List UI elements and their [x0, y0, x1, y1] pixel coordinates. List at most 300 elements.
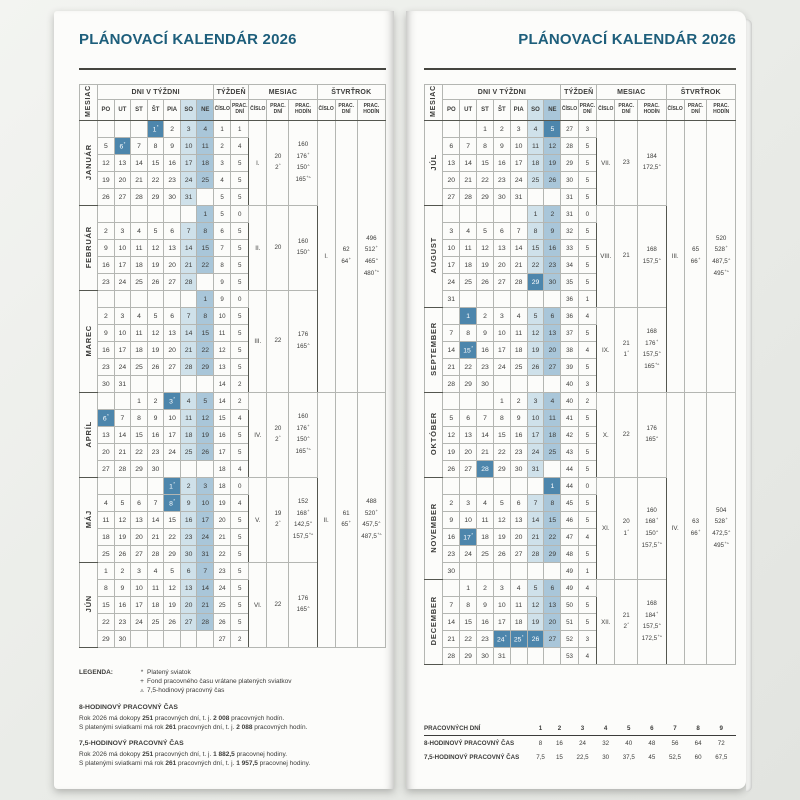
superscript-symbol: * — [279, 163, 281, 168]
day-cell: 17 — [164, 427, 181, 444]
header-sub-row — [425, 100, 736, 121]
day-cell: 17 — [510, 155, 527, 172]
day-cell: 10 — [131, 580, 148, 597]
month-workdays-cell — [267, 121, 289, 206]
week-number-cell: 28 — [561, 138, 578, 155]
week-workdays-cell: 5 — [578, 138, 596, 155]
day-cell: 10 — [527, 410, 544, 427]
week-number-cell: 19 — [214, 495, 231, 512]
week-workdays-cell: 1 — [578, 563, 596, 580]
day-cell: 11 — [544, 410, 561, 427]
week-number-cell: 32 — [561, 223, 578, 240]
day-cell: 3 — [114, 308, 131, 325]
day-cell-empty — [443, 393, 460, 410]
week-number-cell: 22 — [214, 546, 231, 563]
value-line: 142,5▵ — [294, 520, 312, 529]
month-numeral-cell: III. — [249, 291, 267, 393]
day-cell: 8 — [197, 223, 214, 240]
value-line: 176 — [646, 424, 657, 432]
superscript-symbol: ▵ — [656, 528, 659, 533]
day-cell: 22 — [164, 529, 181, 546]
day-cell: 22 — [460, 359, 477, 376]
day-cell: 18 — [197, 155, 214, 172]
week-row — [80, 393, 386, 410]
day-cell: 24 — [510, 172, 527, 189]
day-cell: 15 — [131, 427, 148, 444]
value-line: 157,5+▵ — [292, 532, 314, 541]
week-workdays-cell: 0 — [231, 291, 249, 308]
value-line: 165▵ — [296, 605, 310, 614]
day-cell: 12 — [147, 325, 164, 342]
day-cell-holiday: 15* — [460, 342, 477, 359]
value-line: 487,5+▵ — [361, 532, 382, 541]
week-workdays-cell: 5 — [231, 614, 249, 631]
quarter-hours-cell — [357, 393, 385, 648]
day-cell: 7 — [443, 597, 460, 614]
value-line: 63 — [692, 518, 700, 526]
week-workdays-cell: 0 — [578, 206, 596, 223]
day-cell: 24 — [443, 274, 460, 291]
day-cell: 3 — [493, 580, 510, 597]
month-hours-cell — [289, 291, 317, 393]
week-number-cell: 9 — [214, 291, 231, 308]
day-cell: 13 — [114, 155, 131, 172]
day-cell-empty — [197, 461, 214, 478]
week-workdays-cell: 5 — [231, 359, 249, 376]
week-workdays-cell: 5 — [578, 597, 596, 614]
day-cell: 29 — [197, 359, 214, 376]
day-cell: 20 — [180, 597, 197, 614]
header-day: NE — [544, 100, 561, 121]
day-cell: 2 — [544, 206, 561, 223]
day-cell-holiday: 1* — [147, 121, 164, 138]
day-cell-empty — [164, 206, 181, 223]
day-cell: 10 — [180, 138, 197, 155]
month-numeral-cell: VII. — [597, 121, 615, 206]
footer-line: Rok 2026 má dokopy 251 pracovných dní, t. j. 2 008 pracovných hodín. — [79, 715, 285, 722]
day-cell: 16 — [477, 614, 494, 631]
day-cell: 24 — [164, 444, 181, 461]
week-workdays-cell: 5 — [578, 461, 596, 478]
day-cell: 25 — [510, 359, 527, 376]
day-cell: 4 — [180, 393, 197, 410]
superscript-symbol: +▵ — [308, 532, 314, 537]
day-cell: 2 — [180, 478, 197, 495]
superscript-symbol: + — [348, 520, 351, 525]
superscript-symbol: + — [725, 245, 728, 250]
header-day: UT — [460, 100, 477, 121]
day-cell: 12 — [443, 427, 460, 444]
month-workdays-cell — [267, 478, 289, 563]
day-cell: 19 — [114, 529, 131, 546]
superscript-symbol: + — [656, 610, 659, 615]
month-workdays-cell — [267, 393, 289, 478]
month-name: JÚN — [84, 595, 94, 613]
day-cell: 17 — [527, 427, 544, 444]
value-line: 150▵ — [645, 528, 659, 538]
week-workdays-cell: 2 — [231, 393, 249, 410]
day-cell: 28 — [180, 359, 197, 376]
day-cell: 26 — [98, 189, 115, 206]
week-number-cell: 40 — [561, 393, 578, 410]
day-cell: 9 — [510, 410, 527, 427]
value-line: 150▵ — [296, 435, 310, 444]
value-line: 23 — [622, 158, 630, 166]
header-dni-v-tyzdni: DNI V TÝŽDNI — [98, 85, 214, 100]
calendar-table — [79, 84, 386, 648]
value-line: 488 — [366, 498, 377, 506]
day-cell: 11 — [460, 240, 477, 257]
legend-symbol: + — [140, 678, 144, 685]
day-cell: 13 — [510, 512, 527, 529]
month-name-cell — [80, 206, 98, 291]
day-cell-holiday: 1 — [460, 308, 477, 325]
day-cell: 21 — [131, 172, 148, 189]
day-cell-empty — [460, 206, 477, 223]
value-line: 457,5▵ — [362, 520, 381, 529]
value-line: 160 — [297, 413, 309, 421]
day-cell: 22 — [131, 444, 148, 461]
week-number-cell: 41 — [561, 410, 578, 427]
workdays-col-header: 7 — [660, 721, 689, 736]
day-cell: 29 — [493, 461, 510, 478]
header-sub: PRAC. DNÍ — [615, 100, 637, 121]
quarter-numeral-cell: I. — [317, 121, 335, 393]
day-cell: 7 — [510, 223, 527, 240]
day-cell: 19 — [544, 155, 561, 172]
value-line: 64+ — [341, 256, 351, 266]
holiday-asterisk: * — [471, 532, 473, 538]
day-cell: 27 — [180, 614, 197, 631]
day-cell: 10 — [510, 138, 527, 155]
quarter-workdays-cell — [684, 393, 706, 665]
week-number-cell: 47 — [561, 529, 578, 546]
day-cell: 2 — [510, 393, 527, 410]
day-cell: 17 — [493, 342, 510, 359]
day-cell: 2 — [477, 308, 494, 325]
day-cell-empty — [131, 376, 148, 393]
day-cell-empty — [443, 206, 460, 223]
value-line: 150▵ — [296, 163, 310, 172]
superscript-symbol: * — [279, 520, 281, 525]
day-cell-empty — [460, 121, 477, 138]
week-workdays-cell: 5 — [231, 223, 249, 240]
workdays-col-header: 5 — [614, 721, 643, 736]
month-name: DECEMBER — [429, 596, 439, 646]
day-cell: 7 — [147, 495, 164, 512]
day-cell: 13 — [164, 240, 181, 257]
week-number-cell: 14 — [214, 376, 231, 393]
footer-bold-value: 2 008 — [213, 715, 230, 722]
superscript-symbol: + — [698, 256, 701, 261]
day-cell: 17 — [443, 257, 460, 274]
day-cell-holiday: 6* — [114, 138, 131, 155]
day-cell: 19 — [147, 257, 164, 274]
header-mesiac-group: MESIAC — [597, 85, 666, 100]
day-cell-empty — [147, 478, 164, 495]
week-workdays-cell: 5 — [578, 172, 596, 189]
day-cell: 7 — [114, 410, 131, 427]
day-cell: 16 — [493, 155, 510, 172]
holiday-asterisk: * — [521, 634, 524, 640]
workdays-value: 60 — [694, 753, 702, 761]
day-cell-empty — [544, 291, 561, 308]
week-number-cell: 3 — [214, 155, 231, 172]
day-cell: 27 — [460, 461, 477, 478]
day-cell: 24 — [114, 359, 131, 376]
quarter-numeral-cell: II. — [317, 393, 335, 648]
day-cell-empty — [527, 478, 544, 495]
day-cell: 6 — [164, 223, 181, 240]
day-cell-empty — [510, 376, 527, 393]
day-cell: 2 — [443, 495, 460, 512]
week-workdays-cell: 5 — [578, 325, 596, 342]
day-cell: 30 — [147, 461, 164, 478]
day-cell: 30 — [443, 563, 460, 580]
week-workdays-cell: 5 — [578, 155, 596, 172]
superscript-symbol: +▵ — [306, 447, 311, 452]
workdays-value: 67,5 — [715, 753, 728, 761]
month-name: MAREC — [84, 324, 94, 357]
workdays-value: 8 — [538, 739, 543, 747]
value-line: 168 — [646, 246, 657, 254]
header-sub: ČÍSLO — [249, 100, 267, 121]
day-cell: 23 — [544, 257, 561, 274]
legend-text: Fond pracovného času vrátane platených sviatkov — [147, 678, 292, 685]
day-cell-empty — [493, 563, 510, 580]
header-tyzden: TÝŽDEŇ — [561, 85, 597, 100]
day-cell-empty — [510, 206, 527, 223]
value-line: 495+▵ — [713, 268, 729, 277]
week-workdays-cell: 5 — [578, 546, 596, 563]
superscript-symbol: ▵ — [728, 528, 731, 533]
value-line: 465▵ — [364, 256, 378, 266]
day-cell: 6 — [493, 223, 510, 240]
week-workdays-cell: 4 — [578, 580, 596, 597]
day-cell: 21 — [114, 444, 131, 461]
day-cell: 11 — [197, 138, 214, 155]
day-cell: 3 — [131, 563, 148, 580]
day-cell-empty — [147, 291, 164, 308]
footer-bold-value: 251 — [142, 751, 154, 758]
day-cell-empty — [114, 393, 131, 410]
quarter-workdays-cell — [684, 121, 706, 393]
day-cell: 10 — [114, 240, 131, 257]
value-line: 21 — [622, 339, 630, 347]
day-cell: 4 — [544, 393, 561, 410]
value-line: 157,5+▵ — [641, 540, 662, 549]
day-cell: 30 — [98, 376, 115, 393]
day-cell-empty — [164, 376, 181, 393]
day-cell-empty — [527, 648, 544, 665]
week-number-cell: 50 — [561, 597, 578, 614]
day-cell: 28 — [131, 189, 148, 206]
header-sub: PRAC. HODÍN — [357, 100, 385, 121]
day-cell: 1 — [98, 563, 115, 580]
day-cell: 24 — [114, 274, 131, 291]
week-workdays-cell: 5 — [231, 189, 249, 206]
quarter-hours-cell — [707, 393, 736, 665]
day-cell-empty — [527, 563, 544, 580]
day-cell: 31 — [443, 291, 460, 308]
day-cell-empty — [493, 478, 510, 495]
day-cell: 15 — [477, 155, 494, 172]
header-sub: PRAC. DNÍ — [231, 100, 249, 121]
footer-bold-value: 2 088 — [236, 724, 253, 731]
day-cell-empty — [544, 648, 561, 665]
day-cell: 26 — [493, 546, 510, 563]
superscript-symbol: ▵ — [307, 341, 310, 346]
week-number-cell: 26 — [214, 614, 231, 631]
day-cell: 4 — [98, 495, 115, 512]
day-cell-empty — [131, 478, 148, 495]
day-cell: 4 — [131, 223, 148, 240]
day-cell-empty — [180, 376, 197, 393]
day-cell: 20 — [544, 614, 561, 631]
week-number-cell: 31 — [561, 206, 578, 223]
superscript-symbol: +▵ — [655, 362, 660, 367]
week-number-cell: 35 — [561, 274, 578, 291]
value-line: 168+ — [296, 508, 310, 517]
week-workdays-cell: 5 — [231, 597, 249, 614]
day-cell: 1 — [527, 206, 544, 223]
month-name-cell — [425, 478, 443, 580]
day-cell: 17 — [493, 614, 510, 631]
month-hours-cell — [289, 206, 317, 291]
day-cell: 21 — [147, 529, 164, 546]
day-cell-empty — [544, 189, 561, 206]
value-line: 19 — [274, 509, 282, 517]
day-cell-holiday: 26 — [527, 631, 544, 648]
day-cell-holiday: 3* — [164, 393, 181, 410]
week-number-cell: 44 — [561, 478, 578, 495]
calendar-body — [80, 121, 386, 648]
day-cell: 15 — [527, 240, 544, 257]
day-cell: 7 — [443, 325, 460, 342]
day-cell: 8 — [477, 138, 494, 155]
day-cell: 22 — [477, 172, 494, 189]
day-cell: 3 — [443, 223, 460, 240]
week-number-cell: 5 — [214, 206, 231, 223]
holiday-asterisk: * — [123, 141, 126, 147]
day-cell-holiday: 25* — [510, 631, 527, 648]
day-cell-empty — [164, 631, 181, 648]
day-cell: 20 — [114, 172, 131, 189]
day-cell-empty — [114, 206, 131, 223]
superscript-symbol: * — [279, 435, 281, 440]
day-cell: 18 — [544, 427, 561, 444]
week-workdays-cell: 4 — [231, 138, 249, 155]
month-numeral-cell: V. — [249, 478, 267, 563]
day-cell-empty — [477, 206, 494, 223]
value-line: 61 — [342, 509, 350, 517]
week-number-cell: 36 — [561, 291, 578, 308]
day-cell: 22 — [98, 614, 115, 631]
day-cell: 25 — [477, 546, 494, 563]
week-workdays-cell: 2 — [578, 393, 596, 410]
week-workdays-cell: 5 — [231, 512, 249, 529]
day-cell: 21 — [180, 342, 197, 359]
day-cell: 10 — [197, 495, 214, 512]
day-cell: 30 — [180, 546, 197, 563]
week-number-cell: 25 — [214, 597, 231, 614]
day-cell: 10 — [460, 512, 477, 529]
week-workdays-cell: 4 — [578, 529, 596, 546]
day-cell: 8 — [460, 597, 477, 614]
title-rule — [424, 68, 736, 70]
month-name: NOVEMBER — [429, 502, 439, 553]
header-sub: PRAC. DNÍ — [684, 100, 706, 121]
day-cell: 20 — [544, 342, 561, 359]
week-workdays-cell: 5 — [231, 240, 249, 257]
day-cell: 17 — [114, 257, 131, 274]
week-workdays-cell: 3 — [578, 121, 596, 138]
day-cell: 15 — [164, 512, 181, 529]
day-cell: 23 — [98, 359, 115, 376]
day-cell: 23 — [493, 172, 510, 189]
page-right — [406, 11, 746, 789]
day-cell: 9 — [114, 580, 131, 597]
day-cell: 3 — [197, 478, 214, 495]
day-cell: 29 — [131, 461, 148, 478]
day-cell: 27 — [544, 359, 561, 376]
day-cell: 16 — [98, 257, 115, 274]
day-cell: 20 — [164, 342, 181, 359]
day-cell-empty — [180, 291, 197, 308]
day-cell: 12 — [164, 580, 181, 597]
day-cell: 1 — [460, 580, 477, 597]
week-number-cell: 46 — [561, 512, 578, 529]
day-cell: 1 — [131, 393, 148, 410]
day-cell: 19 — [197, 427, 214, 444]
day-cell: 13 — [443, 155, 460, 172]
day-cell: 10 — [114, 325, 131, 342]
day-cell: 2 — [164, 121, 181, 138]
workdays-value: 64 — [694, 739, 702, 747]
legend-and-notes — [79, 668, 386, 768]
day-cell-empty — [197, 631, 214, 648]
superscript-symbol: ▵ — [310, 520, 312, 525]
week-number-cell: 6 — [214, 223, 231, 240]
legend-items — [137, 668, 292, 695]
value-line: 157,5▵ — [642, 622, 661, 631]
holiday-asterisk: * — [107, 413, 109, 419]
day-cell: 19 — [98, 172, 115, 189]
day-cell: 16 — [147, 427, 164, 444]
day-cell: 17 — [131, 597, 148, 614]
value-line: 1* — [623, 528, 629, 538]
value-line: 20 — [274, 424, 282, 432]
day-cell: 9 — [164, 138, 181, 155]
value-line: 172,5▵ — [642, 163, 661, 172]
month-name: MÁJ — [84, 509, 94, 529]
month-numeral-cell: I. — [249, 121, 267, 206]
value-line: 65 — [692, 246, 700, 254]
day-cell-empty — [98, 291, 115, 308]
week-workdays-cell: 5 — [578, 257, 596, 274]
header-stvrtrok: ŠTVRŤROK — [317, 85, 385, 100]
day-cell-holiday: 1 — [544, 478, 561, 495]
holiday-asterisk: * — [173, 498, 176, 504]
month-name-cell — [425, 121, 443, 206]
month-hours-cell — [289, 393, 317, 478]
day-cell: 25 — [197, 172, 214, 189]
day-cell: 7 — [527, 495, 544, 512]
day-cell: 22 — [493, 444, 510, 461]
month-name: FEBRUÁR — [84, 225, 94, 269]
day-cell-empty — [147, 376, 164, 393]
week-workdays-cell: 4 — [578, 342, 596, 359]
